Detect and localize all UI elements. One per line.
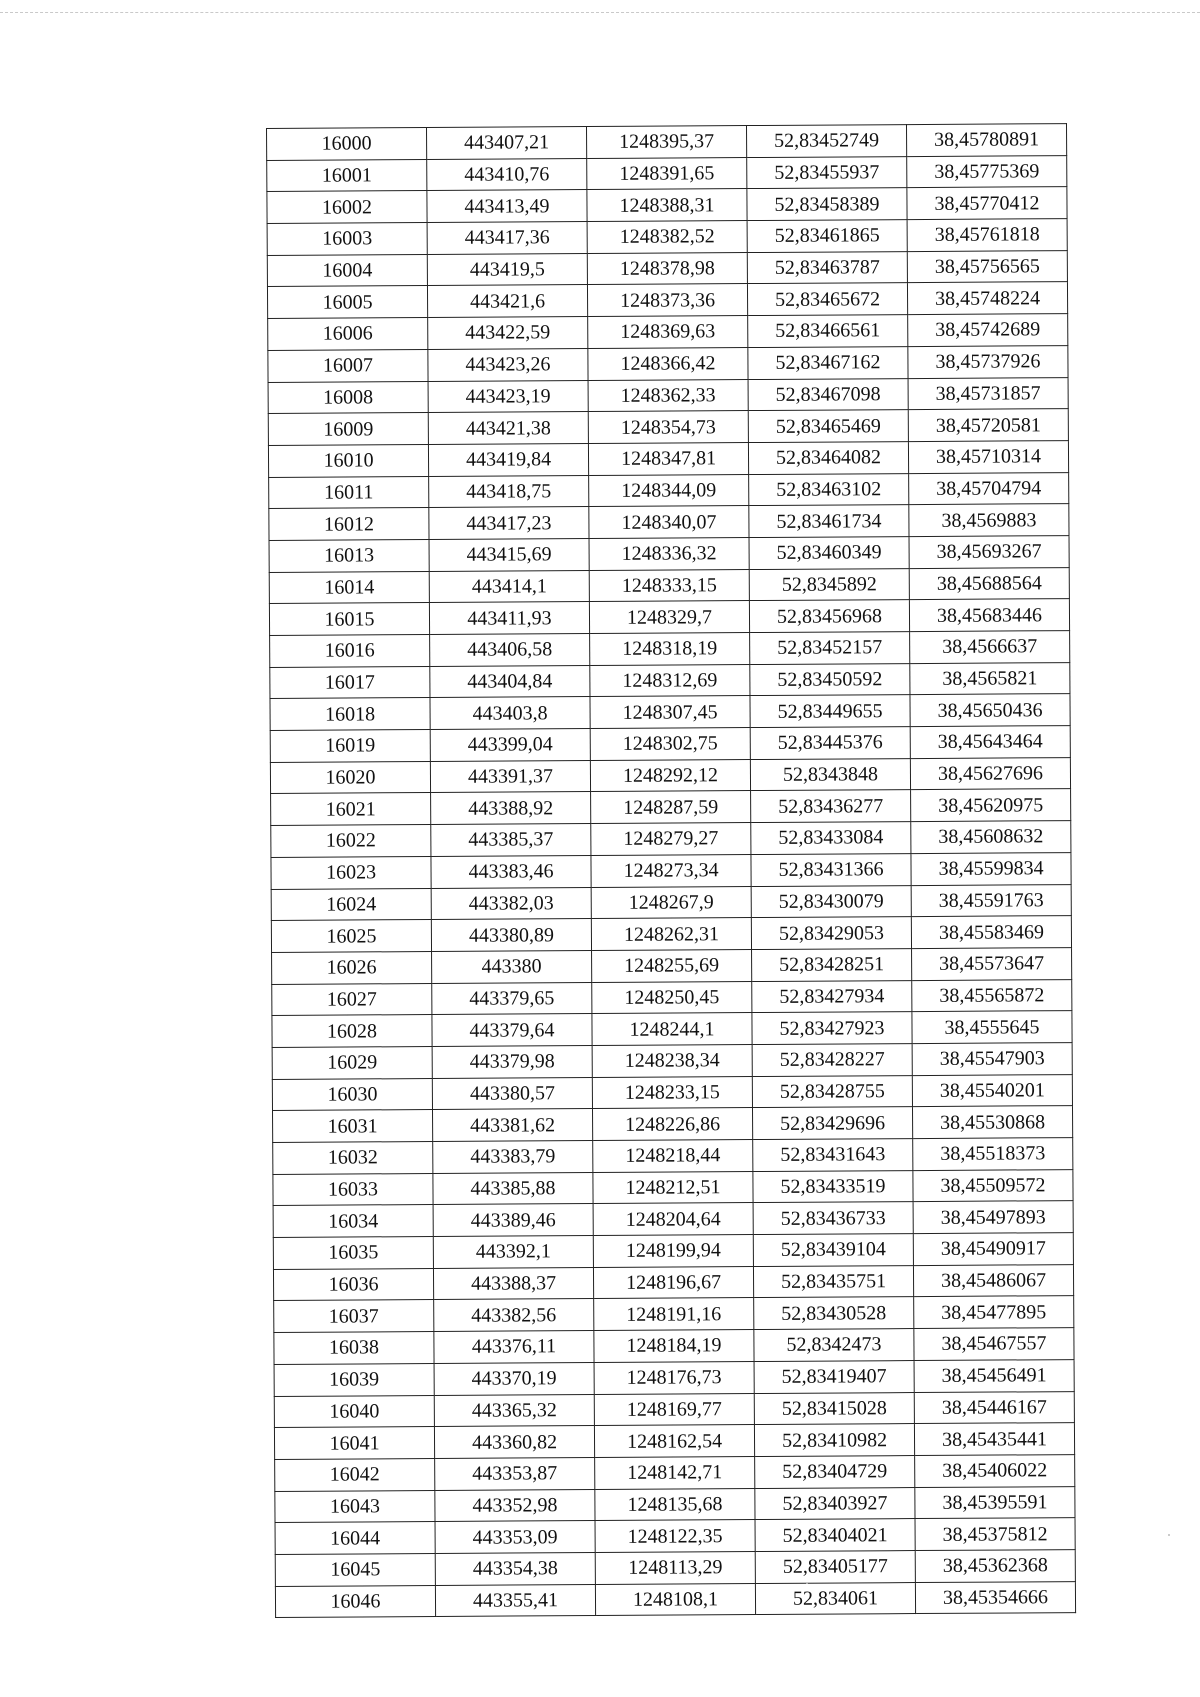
x-coordinate-cell: 443418,75 <box>429 475 589 508</box>
point-number-cell: 16004 <box>267 254 427 287</box>
point-number-cell: 16003 <box>267 223 427 256</box>
longitude-cell: 38,45693267 <box>909 536 1069 569</box>
table-row <box>268 440 1068 477</box>
longitude-cell: 38,45599834 <box>911 852 1071 885</box>
table-row <box>274 1296 1074 1333</box>
latitude-cell: 52,83405177 <box>755 1550 915 1583</box>
latitude-cell: 52,83430079 <box>751 885 911 918</box>
y-coordinate-cell: 1248329,7 <box>589 601 749 634</box>
point-number-cell: 16026 <box>272 951 432 984</box>
table-row <box>273 1233 1073 1270</box>
latitude-cell: 52,83467162 <box>748 346 908 379</box>
latitude-cell: 52,83404021 <box>755 1519 915 1552</box>
longitude-cell: 38,45490917 <box>913 1233 1073 1266</box>
y-coordinate-cell: 1248176,73 <box>594 1361 754 1394</box>
table-row <box>272 979 1072 1016</box>
point-number-cell: 16046 <box>275 1585 435 1618</box>
point-number-cell: 16010 <box>268 444 428 477</box>
y-coordinate-cell: 1248238,34 <box>592 1044 752 1077</box>
y-coordinate-cell: 1248307,45 <box>590 696 750 729</box>
x-coordinate-cell: 443382,03 <box>431 887 591 920</box>
point-number-cell: 16031 <box>273 1110 433 1143</box>
table-row <box>275 1518 1075 1555</box>
x-coordinate-cell: 443360,82 <box>434 1426 594 1459</box>
y-coordinate-cell: 1248218,44 <box>593 1140 753 1173</box>
latitude-cell: 52,83403927 <box>755 1487 915 1520</box>
latitude-cell: 52,83456968 <box>749 600 909 633</box>
point-number-cell: 16023 <box>271 856 431 889</box>
x-coordinate-cell: 443352,98 <box>435 1489 595 1522</box>
y-coordinate-cell: 1248333,15 <box>589 569 749 602</box>
x-coordinate-cell: 443388,92 <box>431 792 591 825</box>
y-coordinate-cell: 1248250,45 <box>592 981 752 1014</box>
x-coordinate-cell: 443410,76 <box>427 158 587 191</box>
point-number-cell: 16041 <box>274 1427 434 1460</box>
x-coordinate-cell: 443353,09 <box>435 1521 595 1554</box>
table-row <box>273 1138 1073 1175</box>
point-number-cell: 16021 <box>271 793 431 826</box>
x-coordinate-cell: 443379,98 <box>432 1045 592 1078</box>
x-coordinate-cell: 443376,11 <box>434 1331 594 1364</box>
longitude-cell: 38,45530868 <box>912 1106 1072 1139</box>
table-row <box>267 219 1067 256</box>
longitude-cell: 38,45710314 <box>908 440 1068 473</box>
longitude-cell: 38,4569883 <box>909 504 1069 537</box>
latitude-cell: 52,83463787 <box>747 251 907 284</box>
longitude-cell: 38,45688564 <box>909 567 1069 600</box>
latitude-cell: 52,83452157 <box>750 632 910 665</box>
x-coordinate-cell: 443353,87 <box>435 1457 595 1490</box>
latitude-cell: 52,83428251 <box>752 948 912 981</box>
table-row <box>271 821 1071 858</box>
point-number-cell: 16016 <box>270 635 430 668</box>
point-number-cell: 16024 <box>271 888 431 921</box>
x-coordinate-cell: 443385,88 <box>433 1172 593 1205</box>
longitude-cell: 38,45565872 <box>912 979 1072 1012</box>
latitude-cell: 52,83427934 <box>752 980 912 1013</box>
latitude-cell: 52,83433519 <box>753 1170 913 1203</box>
longitude-cell: 38,45486067 <box>913 1264 1073 1297</box>
x-coordinate-cell: 443403,8 <box>430 697 590 730</box>
longitude-cell: 38,45643464 <box>910 726 1070 759</box>
table-row <box>274 1328 1074 1365</box>
y-coordinate-cell: 1248244,1 <box>592 1013 752 1046</box>
table-row <box>273 1169 1073 1206</box>
y-coordinate-cell: 1248169,77 <box>594 1393 754 1426</box>
latitude-cell: 52,83428755 <box>752 1075 912 1108</box>
point-number-cell: 16025 <box>271 920 431 953</box>
point-number-cell: 16020 <box>270 761 430 794</box>
table-row <box>268 409 1068 446</box>
y-coordinate-cell: 1248369,63 <box>588 316 748 349</box>
point-number-cell: 16032 <box>273 1142 433 1175</box>
point-number-cell: 16002 <box>267 191 427 224</box>
y-coordinate-cell: 1248162,54 <box>594 1425 754 1458</box>
table-row <box>269 472 1069 509</box>
y-coordinate-cell: 1248378,98 <box>587 252 747 285</box>
point-number-cell: 16030 <box>272 1078 432 1111</box>
point-number-cell: 16042 <box>275 1458 435 1491</box>
x-coordinate-cell: 443407,21 <box>427 127 587 160</box>
scan-speck <box>806 1582 808 1584</box>
latitude-cell: 52,83415028 <box>754 1392 914 1425</box>
table-row <box>274 1423 1074 1460</box>
table-row <box>267 187 1067 224</box>
table-row <box>272 947 1072 984</box>
longitude-cell: 38,45573647 <box>912 947 1072 980</box>
y-coordinate-cell: 1248135,68 <box>595 1488 755 1521</box>
x-coordinate-cell: 443383,79 <box>433 1141 593 1174</box>
point-number-cell: 16043 <box>275 1490 435 1523</box>
y-coordinate-cell: 1248279,27 <box>591 823 751 856</box>
point-number-cell: 16027 <box>272 983 432 1016</box>
latitude-cell: 52,83467098 <box>748 378 908 411</box>
longitude-cell: 38,45395591 <box>915 1486 1075 1519</box>
point-number-cell: 16014 <box>269 571 429 604</box>
y-coordinate-cell: 1248382,52 <box>587 221 747 254</box>
table-row <box>272 1074 1072 1111</box>
scan-top-edge <box>0 12 1200 13</box>
longitude-cell: 38,4565821 <box>910 662 1070 695</box>
longitude-cell: 38,45540201 <box>912 1074 1072 1107</box>
y-coordinate-cell: 1248226,86 <box>592 1108 752 1141</box>
point-number-cell: 16035 <box>273 1237 433 1270</box>
point-number-cell: 16037 <box>274 1300 434 1333</box>
point-number-cell: 16001 <box>267 159 427 192</box>
table-row <box>275 1486 1075 1523</box>
x-coordinate-cell: 443385,37 <box>431 824 591 857</box>
x-coordinate-cell: 443381,62 <box>433 1109 593 1142</box>
y-coordinate-cell: 1248354,73 <box>588 411 748 444</box>
table-row <box>267 124 1067 161</box>
longitude-cell: 38,45446167 <box>914 1391 1074 1424</box>
x-coordinate-cell: 443423,26 <box>428 348 588 381</box>
longitude-cell: 38,45731857 <box>908 377 1068 410</box>
point-number-cell: 16033 <box>273 1173 433 1206</box>
table-row <box>267 282 1067 319</box>
longitude-cell: 38,45518373 <box>913 1138 1073 1171</box>
y-coordinate-cell: 1248336,32 <box>589 537 749 570</box>
x-coordinate-cell: 443423,19 <box>428 380 588 413</box>
longitude-cell: 38,45748224 <box>907 282 1067 315</box>
table-row <box>268 314 1068 351</box>
table-row <box>271 852 1071 889</box>
x-coordinate-cell: 443411,93 <box>429 602 589 635</box>
x-coordinate-cell: 443421,6 <box>427 285 587 318</box>
x-coordinate-cell: 443421,38 <box>428 412 588 445</box>
table-row <box>275 1454 1075 1491</box>
table-row <box>275 1581 1075 1618</box>
table-row <box>273 1106 1073 1143</box>
point-number-cell: 16006 <box>268 318 428 351</box>
x-coordinate-cell: 443382,56 <box>434 1299 594 1332</box>
latitude-cell: 52,83464082 <box>748 441 908 474</box>
x-coordinate-cell: 443355,41 <box>435 1584 595 1617</box>
longitude-cell: 38,45704794 <box>909 472 1069 505</box>
longitude-cell: 38,45362368 <box>915 1550 1075 1583</box>
latitude-cell: 52,83433084 <box>751 822 911 855</box>
table-row <box>270 631 1070 668</box>
latitude-cell: 52,83450592 <box>750 663 910 696</box>
y-coordinate-cell: 1248366,42 <box>588 347 748 380</box>
latitude-cell: 52,83458389 <box>747 188 907 221</box>
x-coordinate-cell: 443388,37 <box>433 1267 593 1300</box>
table-row <box>275 1550 1075 1587</box>
latitude-cell: 52,83436733 <box>753 1202 913 1235</box>
y-coordinate-cell: 1248142,71 <box>595 1456 755 1489</box>
latitude-cell: 52,83466561 <box>748 315 908 348</box>
y-coordinate-cell: 1248233,15 <box>592 1076 752 1109</box>
point-number-cell: 16036 <box>273 1268 433 1301</box>
table-row <box>268 377 1068 414</box>
latitude-cell: 52,83429696 <box>752 1107 912 1140</box>
y-coordinate-cell: 1248262,31 <box>591 918 751 951</box>
y-coordinate-cell: 1248318,19 <box>590 633 750 666</box>
longitude-cell: 38,45354666 <box>915 1581 1075 1614</box>
x-coordinate-cell: 443415,69 <box>429 538 589 571</box>
table-row <box>268 345 1068 382</box>
coordinates-table-body <box>267 124 1076 1618</box>
longitude-cell: 38,45780891 <box>906 124 1066 157</box>
longitude-cell: 38,45547903 <box>912 1043 1072 1076</box>
table-row <box>273 1264 1073 1301</box>
point-number-cell: 16029 <box>272 1046 432 1079</box>
x-coordinate-cell: 443365,32 <box>434 1394 594 1427</box>
longitude-cell: 38,4555645 <box>912 1011 1072 1044</box>
longitude-cell: 38,45509572 <box>913 1169 1073 1202</box>
latitude-cell: 52,83427923 <box>752 1012 912 1045</box>
y-coordinate-cell: 1248108,1 <box>595 1583 755 1616</box>
x-coordinate-cell: 443380,57 <box>432 1077 592 1110</box>
point-number-cell: 16019 <box>270 730 430 763</box>
x-coordinate-cell: 443413,49 <box>427 190 587 223</box>
y-coordinate-cell: 1248344,09 <box>589 474 749 507</box>
y-coordinate-cell: 1248273,34 <box>591 854 751 887</box>
longitude-cell: 38,45477895 <box>914 1296 1074 1329</box>
x-coordinate-cell: 443383,46 <box>431 855 591 888</box>
point-number-cell: 16028 <box>272 1015 432 1048</box>
y-coordinate-cell: 1248255,69 <box>592 949 752 982</box>
latitude-cell: 52,834061 <box>755 1582 915 1615</box>
longitude-cell: 38,45435441 <box>914 1423 1074 1456</box>
table-row <box>274 1391 1074 1428</box>
latitude-cell: 52,83429053 <box>751 917 911 950</box>
longitude-cell: 38,45761818 <box>907 219 1067 252</box>
longitude-cell: 38,45742689 <box>908 314 1068 347</box>
point-number-cell: 16018 <box>270 698 430 731</box>
longitude-cell: 38,45375812 <box>915 1518 1075 1551</box>
point-number-cell: 16015 <box>269 603 429 636</box>
y-coordinate-cell: 1248196,67 <box>593 1266 753 1299</box>
latitude-cell: 52,83439104 <box>753 1234 913 1267</box>
y-coordinate-cell: 1248184,19 <box>594 1330 754 1363</box>
point-number-cell: 16039 <box>274 1363 434 1396</box>
table-row <box>267 155 1067 192</box>
x-coordinate-cell: 443399,04 <box>430 729 590 762</box>
longitude-cell: 38,45650436 <box>910 694 1070 727</box>
longitude-cell: 38,45627696 <box>910 757 1070 790</box>
longitude-cell: 38,45737926 <box>908 345 1068 378</box>
table-row <box>269 599 1069 636</box>
y-coordinate-cell: 1248388,31 <box>587 189 747 222</box>
x-coordinate-cell: 443370,19 <box>434 1362 594 1395</box>
point-number-cell: 16040 <box>274 1395 434 1428</box>
x-coordinate-cell: 443392,1 <box>433 1236 593 1269</box>
y-coordinate-cell: 1248122,35 <box>595 1520 755 1553</box>
latitude-cell: 52,83436277 <box>751 790 911 823</box>
table-row <box>271 884 1071 921</box>
y-coordinate-cell: 1248204,64 <box>593 1203 753 1236</box>
latitude-cell: 52,83460349 <box>749 537 909 570</box>
latitude-cell: 52,83419407 <box>754 1360 914 1393</box>
latitude-cell: 52,8342473 <box>754 1329 914 1362</box>
table-row <box>271 789 1071 826</box>
latitude-cell: 52,83410982 <box>754 1424 914 1457</box>
longitude-cell: 38,45591763 <box>911 884 1071 917</box>
x-coordinate-cell: 443380,89 <box>431 919 591 952</box>
latitude-cell: 52,83452749 <box>746 125 906 158</box>
x-coordinate-cell: 443379,64 <box>432 1014 592 1047</box>
table-row <box>274 1359 1074 1396</box>
longitude-cell: 38,45583469 <box>911 916 1071 949</box>
x-coordinate-cell: 443389,46 <box>433 1204 593 1237</box>
longitude-cell: 38,45770412 <box>907 187 1067 220</box>
x-coordinate-cell: 443354,38 <box>435 1552 595 1585</box>
table-row <box>273 1201 1073 1238</box>
y-coordinate-cell: 1248287,59 <box>591 791 751 824</box>
x-coordinate-cell: 443419,5 <box>427 253 587 286</box>
point-number-cell: 16000 <box>267 128 427 161</box>
point-number-cell: 16044 <box>275 1522 435 1555</box>
longitude-cell: 38,45775369 <box>907 155 1067 188</box>
y-coordinate-cell: 1248395,37 <box>586 126 746 159</box>
x-coordinate-cell: 443380 <box>432 950 592 983</box>
scan-speck <box>1168 1534 1170 1536</box>
longitude-cell: 38,45497893 <box>913 1201 1073 1234</box>
longitude-cell: 38,4566637 <box>910 631 1070 664</box>
table-row <box>270 726 1070 763</box>
latitude-cell: 52,83435751 <box>753 1265 913 1298</box>
longitude-cell: 38,45608632 <box>911 821 1071 854</box>
table-row <box>270 662 1070 699</box>
longitude-cell: 38,45467557 <box>914 1328 1074 1361</box>
x-coordinate-cell: 443406,58 <box>430 634 590 667</box>
y-coordinate-cell: 1248292,12 <box>590 759 750 792</box>
y-coordinate-cell: 1248391,65 <box>587 157 747 190</box>
y-coordinate-cell: 1248312,69 <box>590 664 750 697</box>
x-coordinate-cell: 443414,1 <box>429 570 589 603</box>
y-coordinate-cell: 1248362,33 <box>588 379 748 412</box>
latitude-cell: 52,8345892 <box>749 568 909 601</box>
y-coordinate-cell: 1248113,29 <box>595 1551 755 1584</box>
table-row <box>270 694 1070 731</box>
point-number-cell: 16009 <box>268 413 428 446</box>
latitude-cell: 52,83404729 <box>755 1455 915 1488</box>
x-coordinate-cell: 443404,84 <box>430 665 590 698</box>
y-coordinate-cell: 1248302,75 <box>590 728 750 761</box>
point-number-cell: 16011 <box>269 476 429 509</box>
coordinates-table <box>266 123 1076 1618</box>
latitude-cell: 52,83465672 <box>747 283 907 316</box>
y-coordinate-cell: 1248373,36 <box>587 284 747 317</box>
x-coordinate-cell: 443379,65 <box>432 982 592 1015</box>
point-number-cell: 16038 <box>274 1332 434 1365</box>
latitude-cell: 52,83449655 <box>750 695 910 728</box>
latitude-cell: 52,83465469 <box>748 410 908 443</box>
latitude-cell: 52,83461865 <box>747 220 907 253</box>
point-number-cell: 16005 <box>267 286 427 319</box>
y-coordinate-cell: 1248340,07 <box>589 506 749 539</box>
table-row <box>269 504 1069 541</box>
y-coordinate-cell: 1248199,94 <box>593 1235 753 1268</box>
longitude-cell: 38,45683446 <box>909 599 1069 632</box>
y-coordinate-cell: 1248212,51 <box>593 1171 753 1204</box>
latitude-cell: 52,83455937 <box>747 156 907 189</box>
latitude-cell: 52,83463102 <box>749 473 909 506</box>
latitude-cell: 52,8343848 <box>750 758 910 791</box>
longitude-cell: 38,45620975 <box>911 789 1071 822</box>
point-number-cell: 16022 <box>271 825 431 858</box>
x-coordinate-cell: 443417,23 <box>429 507 589 540</box>
point-number-cell: 16045 <box>275 1553 435 1586</box>
y-coordinate-cell: 1248191,16 <box>594 1298 754 1331</box>
latitude-cell: 52,83461734 <box>749 505 909 538</box>
point-number-cell: 16034 <box>273 1205 433 1238</box>
table-row <box>267 250 1067 287</box>
longitude-cell: 38,45720581 <box>908 409 1068 442</box>
latitude-cell: 52,83431366 <box>751 853 911 886</box>
x-coordinate-cell: 443391,37 <box>430 760 590 793</box>
y-coordinate-cell: 1248347,81 <box>588 442 748 475</box>
table-row <box>271 916 1071 953</box>
latitude-cell: 52,83431643 <box>753 1139 913 1172</box>
y-coordinate-cell: 1248267,9 <box>591 886 751 919</box>
point-number-cell: 16012 <box>269 508 429 541</box>
longitude-cell: 38,45756565 <box>907 250 1067 283</box>
latitude-cell: 52,83428227 <box>752 1044 912 1077</box>
x-coordinate-cell: 443422,59 <box>428 317 588 350</box>
point-number-cell: 16008 <box>268 381 428 414</box>
table-row <box>272 1011 1072 1048</box>
table-row <box>272 1043 1072 1080</box>
table-row <box>270 757 1070 794</box>
table-row <box>269 536 1069 573</box>
latitude-cell: 52,83445376 <box>750 727 910 760</box>
x-coordinate-cell: 443419,84 <box>428 443 588 476</box>
x-coordinate-cell: 443417,36 <box>427 222 587 255</box>
point-number-cell: 16013 <box>269 539 429 572</box>
longitude-cell: 38,45406022 <box>915 1454 1075 1487</box>
longitude-cell: 38,45456491 <box>914 1359 1074 1392</box>
point-number-cell: 16017 <box>270 666 430 699</box>
table-row <box>269 567 1069 604</box>
latitude-cell: 52,83430528 <box>754 1297 914 1330</box>
point-number-cell: 16007 <box>268 349 428 382</box>
